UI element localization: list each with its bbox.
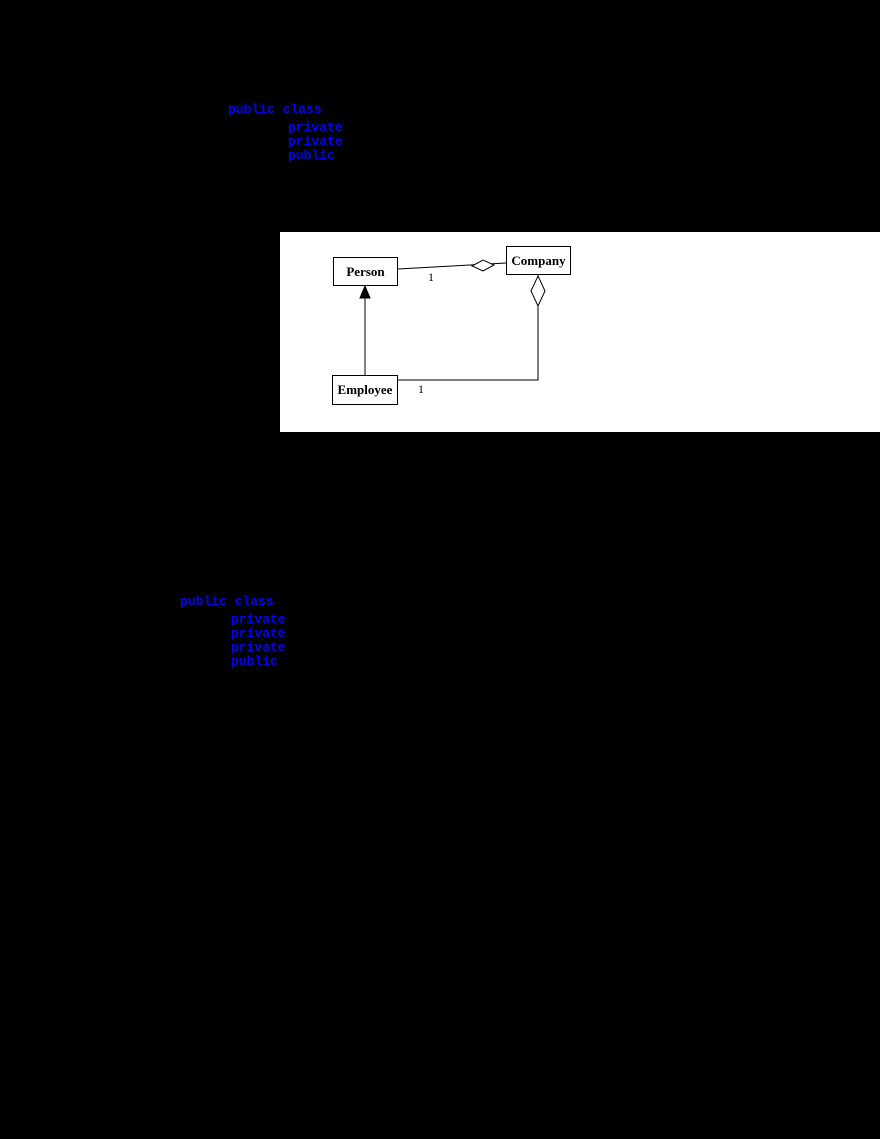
code-line [288, 149, 335, 163]
keyword-public: public [228, 102, 275, 117]
keyword-public: public [231, 654, 278, 669]
keyword-private: private [231, 626, 286, 641]
keyword-private: private [231, 612, 286, 627]
association-employee-company [398, 275, 538, 380]
code-line [228, 103, 322, 117]
multiplicity-label: 1 [418, 382, 424, 396]
class-label: Company [511, 252, 566, 268]
aggregation-diamond-company-bottom [531, 276, 545, 306]
arrowhead-icon [360, 286, 370, 298]
code-line [180, 595, 274, 609]
code-line [231, 641, 286, 655]
multiplicity-label: 1 [428, 270, 434, 284]
keyword-class: class [234, 594, 274, 609]
code-line [231, 613, 286, 627]
keyword-private: private [288, 120, 343, 135]
uml-class-diagram [280, 232, 880, 432]
keyword-class: class [282, 102, 322, 117]
class-label: Employee [337, 382, 393, 397]
keyword-private: private [231, 640, 286, 655]
code-line [231, 627, 286, 641]
keyword-private: private [288, 134, 343, 149]
class-box-employee [332, 375, 398, 405]
code-line [231, 655, 278, 669]
class-label: Person [346, 263, 385, 279]
class-box-person [333, 257, 398, 286]
aggregation-diamond-company-top [472, 260, 494, 271]
class-box-company [506, 246, 571, 275]
code-line [288, 121, 343, 135]
keyword-public: public [288, 148, 335, 163]
keyword-public: public [180, 594, 227, 609]
code-line [288, 135, 343, 149]
